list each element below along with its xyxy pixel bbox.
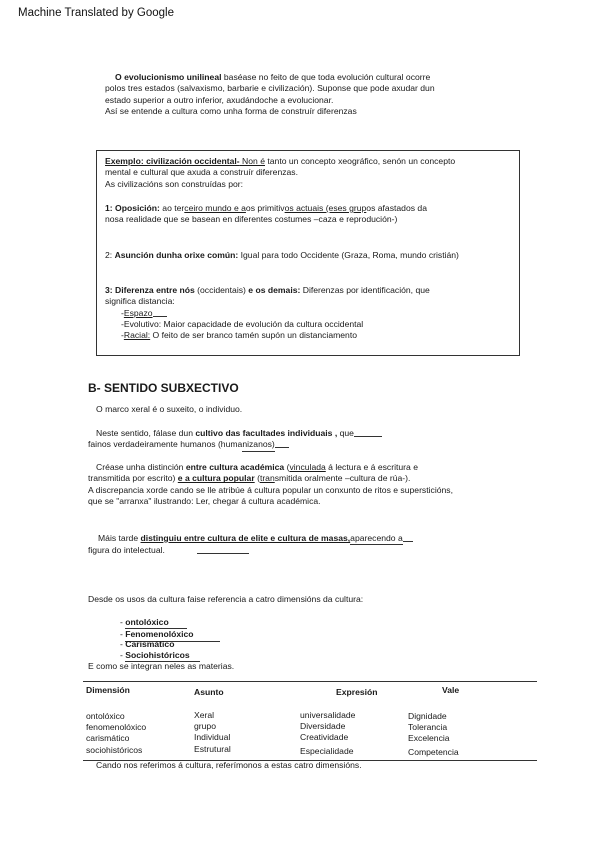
table-header: Asunto <box>194 687 224 697</box>
table-cell: Creatividade <box>300 732 349 743</box>
section-paragraph: Créase unha distinción entre cultura académica (vinculada á lectura e á escritura e transmitida por escrito) e a cultura popular (transmitida oralmente –cultura de rúa-). A discrepancia xorde cando se lle atribúe á cultura popular un conxunto de ritos e supersticións, que se "arranxa" ilustrando: Ler, chegar á cultura académica. <box>88 462 453 507</box>
table-column <box>86 711 146 756</box>
point-text: significa distancia: <box>105 296 175 307</box>
section-paragraph: O marco xeral é o suxeito, o individuo. <box>96 404 243 414</box>
table-header: Expresión <box>336 687 378 697</box>
table-cell: fenomenolóxico <box>86 722 147 733</box>
machine-translated-label: Machine Translated by Google <box>18 7 174 19</box>
point-text: 2: <box>105 250 115 260</box>
section-paragraph: E como se integran neles as materias. <box>88 661 235 671</box>
point-text: ao ter <box>159 203 185 213</box>
point-text: os afastados da <box>366 203 427 213</box>
point-label: 1: Oposición: <box>105 203 160 213</box>
section-paragraph: Desde os usos da cultura faise referencia a catro dimensións da cultura: <box>88 594 364 604</box>
example-box <box>96 150 520 356</box>
table-cell: grupo <box>194 721 216 732</box>
point-underline: os actuais (eses grup <box>284 203 367 213</box>
table-cell: Especialidade <box>300 745 354 756</box>
table-cell: ontolóxico <box>86 711 125 721</box>
list-item: - Sociohistóricos <box>120 650 220 662</box>
table-cell: Competencia <box>408 746 459 757</box>
table-cell: Xeral <box>194 710 215 720</box>
point-text: Igual para todo Occidente (Graza, Roma, mundo cristián) <box>238 250 459 260</box>
table-cell: sociohistóricos <box>86 744 143 755</box>
table-cell: universalidade <box>300 710 356 720</box>
dimension-list <box>120 617 220 662</box>
table-top-rule <box>83 681 537 682</box>
table-cell: Diversidade <box>300 721 346 732</box>
table-column <box>408 711 459 758</box>
closing-paragraph: Cando nos referimos á cultura, referímonos a estas catro dimensións. <box>96 760 362 770</box>
point-text: os primitiv <box>245 203 285 213</box>
point-opposition <box>105 203 513 226</box>
list-item: - ontolóxico <box>120 617 220 629</box>
bullet-racial: -Racial: O feito de ser branco tamén supón un distanciamento <box>121 330 358 341</box>
point-label: Asunción dunha orixe común: <box>114 250 239 260</box>
point-text: Diferenzas por identificación, que <box>300 285 430 295</box>
point-text: nosa realidade que se basean en diferentes costumes –caza e reprodución-) <box>105 214 398 225</box>
table-header: Vale <box>442 685 460 695</box>
list-item: - Carismático <box>120 638 175 649</box>
intro-line: estado superior a outro inferior, axudándoche a evolucionar. <box>105 94 334 105</box>
table-cell: Individual <box>194 732 231 743</box>
bullet-evolutive: -Evolutivo: Maior capacidade de evolución da cultura occidental <box>121 319 364 330</box>
example-line: As civilizacións son construídas por: <box>105 178 244 189</box>
point-text: (occidentais) <box>194 285 249 295</box>
table-cell: Tolerancia <box>408 722 448 733</box>
example-title-tail: Non é <box>239 156 265 166</box>
point-label: e os demais: <box>248 285 301 295</box>
table-column <box>194 710 231 755</box>
intro-paragraph <box>105 72 505 117</box>
example-line: mental e cultural que axuda a construír diferenzas. <box>105 167 298 178</box>
point-label: 3: Diferenza entre nós <box>105 285 195 295</box>
table-cell: Dignidade <box>408 711 447 721</box>
intro-line: polos tres estados (salvaxismo, barbarie e civilización). Suponse que pode axudar dun <box>105 83 435 94</box>
point-difference <box>105 285 513 342</box>
section-paragraph: Máis tarde distinguiu entre cultura de elite e cultura de masas,aparecendo a figura do intelectual. <box>88 533 528 557</box>
table-cell: carismático <box>86 733 130 744</box>
table-cell: Excelencia <box>408 733 450 744</box>
point-common-origin <box>105 250 513 261</box>
table-header: Dimensión <box>86 685 130 695</box>
intro-bold: O evolucionismo unilineal <box>115 72 222 82</box>
example-text: tanto un concepto xeográfico, senón un concepto <box>265 156 456 166</box>
list-item: - Fenomenolóxico <box>120 629 220 641</box>
dimensions-table <box>86 685 536 757</box>
example-title: Exemplo: civilización occidental- <box>105 156 240 166</box>
section-paragraph: Neste sentido, fálase dun cultivo das facultades individuais , que fainos verdadeiramente humanos (humanizanos) <box>88 428 528 452</box>
point-underline: ceiro mundo e a <box>184 203 246 213</box>
section-heading: B- SENTIDO SUBXECTIVO <box>88 381 239 395</box>
intro-line: Así se entende a cultura como unha forma de construír diferenzas <box>105 106 357 117</box>
table-cell: Estrutural <box>194 743 231 754</box>
intro-text: baséase no feito de que toda evolución cultural ocorre <box>221 72 431 82</box>
table-column <box>300 710 355 757</box>
bullet-space: -Espazo <box>105 308 513 319</box>
